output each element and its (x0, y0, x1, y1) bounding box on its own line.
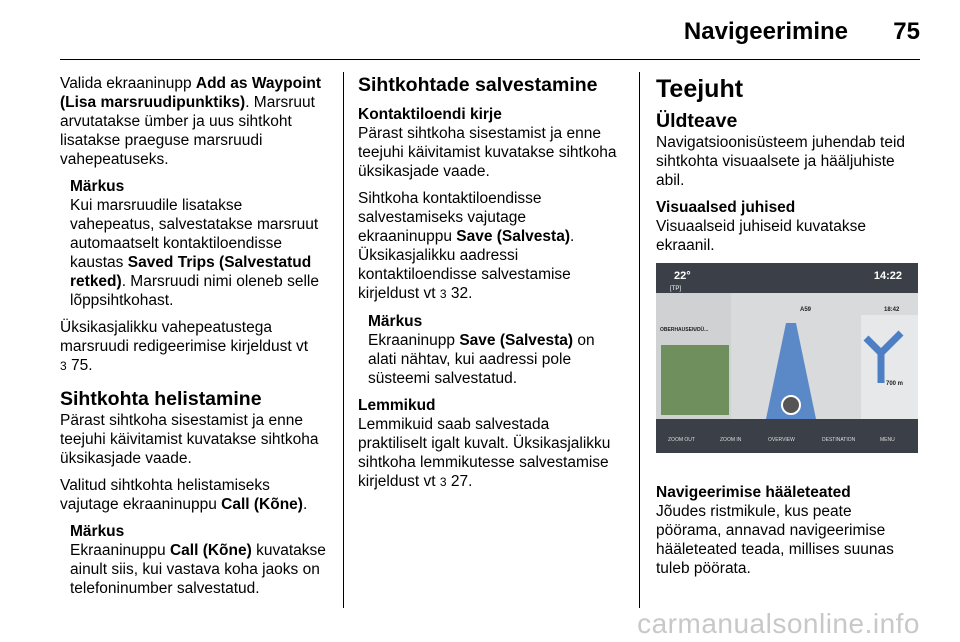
screen-btn-menu: MENU (880, 437, 895, 443)
reference-arrow-icon: 3 (60, 359, 67, 373)
heading-voice: Navigeerimise hääleteated (656, 484, 851, 501)
paragraph-waypoint: Valida ekraaninupp Add as Waypoint (Lisa marsruudipunktiks). Marsruut arvutatakse ümber ja uus sihtkoht lisatakse praeguse marsruudi vahepeatuseks. (60, 75, 322, 168)
page-header (0, 14, 960, 54)
paragraph-call-1: Pärast sihtkoha sisestamist ja enne teejuhi käivitamist kuvatakse sihtkoha üksikasjade vaade. (60, 412, 319, 467)
column-2 (358, 74, 620, 500)
screen-time: 14:22 (873, 270, 902, 282)
screen-map (656, 293, 918, 419)
screen-place: OBERHAUSEN/DÜ... (660, 327, 709, 333)
watermark: carmanualsonline.info (637, 608, 920, 639)
heading-guidance: Teejuht (656, 75, 744, 103)
car-position-icon (782, 396, 800, 414)
screen-temperature: 22° (674, 270, 691, 282)
paragraph-visual: Visuaalseid juhiseid kuvatakse ekraanil. (656, 218, 866, 254)
column-3 (656, 74, 920, 586)
heading-general: Üldteave (656, 110, 738, 132)
heading-favourites: Lemmikud (358, 397, 436, 414)
note-call: Märkus Ekraaninuppu Call (Kõne) kuvatakse ainult siis, kui vastava koha jaoks on telefoninumber salvestatud. (70, 523, 326, 597)
page-link-27[interactable]: 27. (450, 473, 473, 490)
header-rule (60, 59, 920, 60)
note-waypoint: Märkus Kui marsruudile lisatakse vahepeatus, salvestatakse marsruut automaatselt kontaktiloendisse kaustas Saved Trips (Salvestatud retked). Marsruudi nimi oleneb selle lõppsihtkohast. (70, 178, 319, 309)
screen-btn-overview: OVERVIEW (768, 437, 795, 443)
paragraph-contact-2: Sihtkoha kontaktiloendisse salvestamiseks vajutage ekraaninuppu Save (Salvesta). Üksikasjalikku aadressi kontaktiloendisse salvestamise kirjeldust vt 3 32. (358, 190, 575, 302)
paragraph-edit-route: Üksikasjalikku vahepeatustega marsruudi redigeerimise kirjeldust vt 3 75. (60, 319, 309, 374)
screen-btn-zoom-in: ZOOM IN (720, 437, 742, 443)
page-number: 75 (893, 18, 920, 45)
page-link-32[interactable]: 32. (450, 285, 473, 302)
heading-visual: Visuaalsed juhised (656, 199, 796, 216)
reference-arrow-icon: 3 (439, 475, 447, 489)
screen-distance: 700 m (886, 381, 904, 387)
screen-eta: 18:42 (884, 307, 900, 313)
note-save: Märkus Ekraaninupp Save (Salvesta) on alati nähtav, kui aadressi pole süsteemi salvestatud. (368, 313, 595, 387)
paragraph-general: Navigatsioonisüsteem juhendab teid sihtkohta visuaalsete ja hääljuhiste abil. (656, 134, 906, 189)
map-graphic (656, 293, 918, 419)
heading-call-destination: Sihtkohta helistamine (60, 388, 262, 410)
column-divider-2 (639, 72, 640, 608)
paragraph-call-2: Valitud sihtkohta helistamiseks vajutage ekraaninuppu Call (Kõne). (60, 477, 308, 513)
heading-contact-entry: Kontaktiloendi kirje (358, 106, 502, 123)
screen-btn-destination: DESTINATION (822, 437, 856, 443)
column-divider-1 (343, 72, 344, 608)
junction-view (661, 345, 729, 415)
navigation-screen-image (656, 263, 918, 453)
screen-tp: [TP] (670, 286, 682, 292)
column-1 (60, 74, 330, 606)
paragraph-favourites: Lemmikuid saab salvestada praktiliselt igalt kuvalt. Üksikasjalikku sihtkoha lemmikutesse salvestamise kirjeldust vt 3 27. (358, 416, 611, 490)
paragraph-contact-1: Pärast sihtkoha sisestamist ja enne teejuhi käivitamist kuvatakse sihtkoha üksikasjade vaade. (358, 125, 617, 180)
paragraph-voice: Jõudes ristmikule, kus peate pöörama, annavad navigeerimise hääleteated teada, millises suunas tuleb pöörata. (656, 503, 894, 577)
page-link-75[interactable]: 75. (71, 357, 93, 374)
screen-btn-zoom-out: ZOOM OUT (668, 437, 695, 443)
chapter-title: Navigeerimine (683, 18, 848, 45)
screen-road: A59 (800, 307, 812, 313)
reference-arrow-icon: 3 (439, 287, 447, 301)
heading-save-destinations: Sihtkohtade salvestamine (358, 74, 598, 96)
